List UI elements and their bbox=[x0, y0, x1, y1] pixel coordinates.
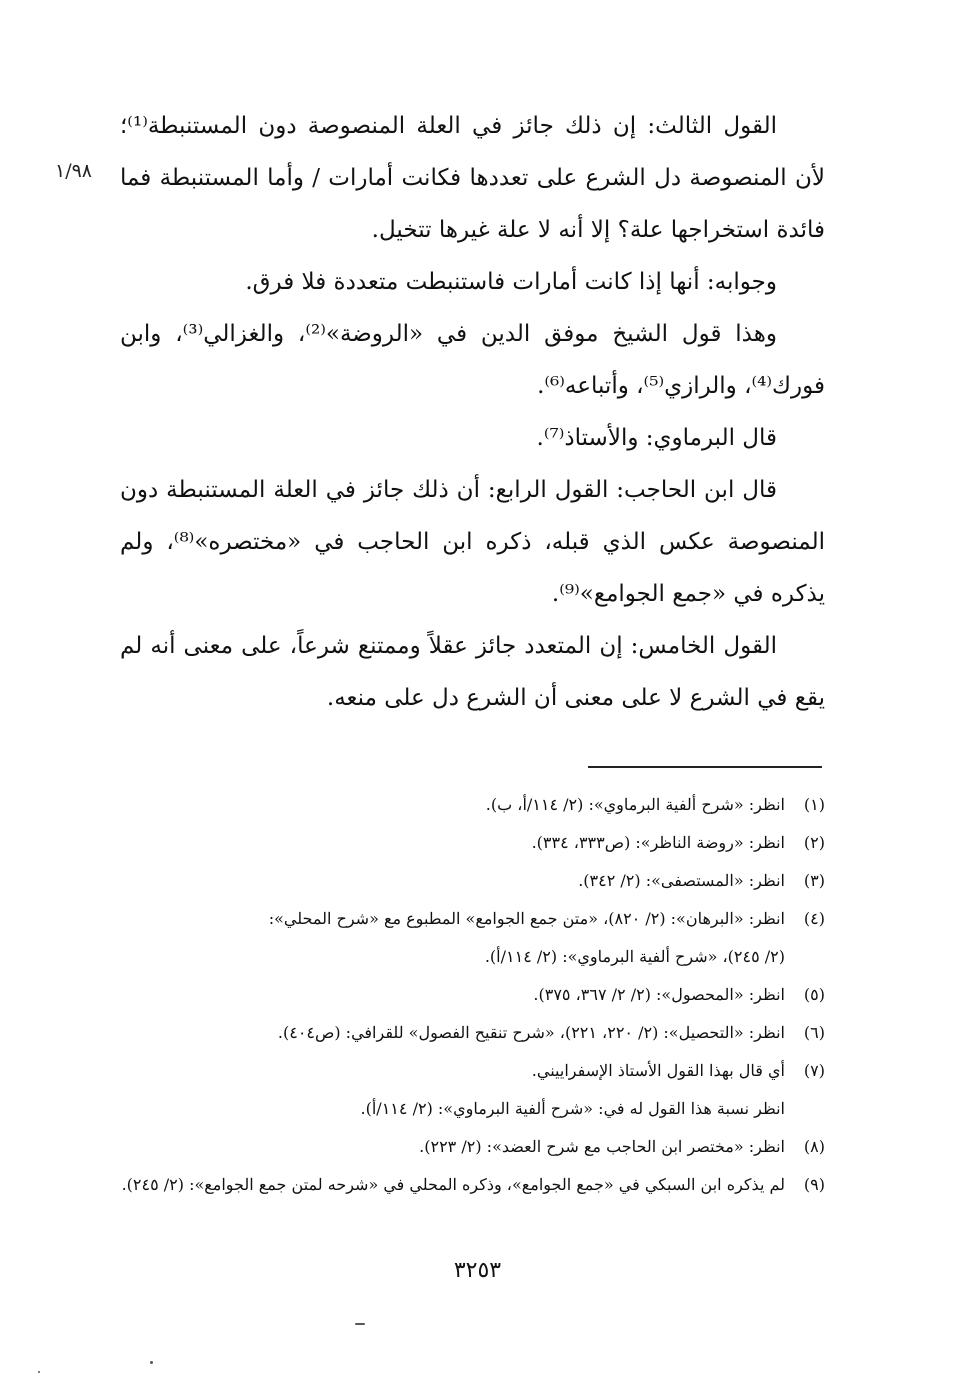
footnote-text: انظر: «روضة الناظر»: (ص٣٣٣، ٣٣٤). bbox=[531, 833, 785, 852]
footnote-text: أي قال بهذا القول الأستاذ الإسفراييني. bbox=[531, 1061, 785, 1080]
paragraph-3: وهذا قول الشيخ موفق الدين في «الروضة»⁽²⁾، والغزالي⁽³⁾، وابن فورك⁽⁴⁾، والرازي⁽⁵⁾، وأتباعه⁽⁶⁾. bbox=[120, 321, 825, 399]
footnote-1 bbox=[120, 786, 825, 824]
paragraph-5: قال ابن الحاجب: القول الرابع: أن ذلك جائز في العلة المستنبطة دون المنصوصة عكس الذي قبله، ذكره ابن الحاجب في «مختصره»⁽⁸⁾، ولم يذكره في «جمع الجوامع»⁽⁹⁾. bbox=[120, 477, 826, 607]
paragraph-6: القول الخامس: إن المتعدد جائز عقلاً وممتنع شرعاً، على معنى أنه لم يقع في الشرع لا على معنى أن الشرع دل على منعه. bbox=[120, 633, 825, 711]
footnote-7 bbox=[120, 1052, 825, 1090]
footnote-text: انظر: «المحصول»: (٢/ ٢/ ٣٦٧، ٣٧٥). bbox=[533, 985, 785, 1004]
footnote-text: انظر: «البرهان»: (٢/ ٨٢٠)، «متن جمع الجوامع» المطبوع مع «شرح المحلي»: bbox=[268, 909, 785, 928]
footnote-4 bbox=[120, 900, 825, 938]
footnote-text: لم يذكره ابن السبكي في «جمع الجوامع»، وذكره المحلي في «شرحه لمتن جمع الجوامع»: (٢/ ٢٤٥). bbox=[121, 1175, 785, 1194]
page-number: ٣٢٥٣ bbox=[453, 1258, 502, 1283]
footnote-number: (٩) bbox=[803, 1175, 825, 1194]
footnote-text: انظر: «التحصيل»: (٢/ ٢٢٠، ٢٢١)، «شرح تنقيح الفصول» للقرافي: (ص٤٠٤). bbox=[277, 1023, 785, 1042]
footnote-text: انظر: «مختصر ابن الحاجب مع شرح العضد»: (٢/ ٢٢٣). bbox=[419, 1137, 785, 1156]
footnote-text: انظر: «المستصفى»: (٢/ ٣٤٢). bbox=[578, 871, 785, 890]
footnote-number: (١) bbox=[803, 795, 825, 814]
footnote-5 bbox=[120, 976, 825, 1014]
footnote-number: (٥) bbox=[803, 985, 825, 1004]
footnote-number: (٨) bbox=[803, 1137, 825, 1156]
margin-folio-note: ١/٩٨ bbox=[55, 160, 93, 182]
paragraph-1: القول الثالث: إن ذلك جائز في العلة المنصوصة دون المستنبطة⁽¹⁾؛ لأن المنصوصة دل الشرع على تعددها فكانت أمارات / وأما المستنبطة فما فائدة استخراجها علة؟ إلا أنه لا علة غيرها تتخيل. bbox=[120, 113, 825, 243]
footnote-separator bbox=[588, 766, 822, 768]
footnote-number: (٢) bbox=[803, 833, 825, 852]
footnote-number: (٣) bbox=[803, 871, 825, 890]
footnote-4-continuation: (٢/ ٢٤٥)، «شرح ألفية البرماوي»: (٢/ ١١٤/أ). bbox=[484, 947, 785, 966]
footnote-9 bbox=[120, 1166, 825, 1204]
footnote-2 bbox=[120, 824, 825, 862]
paragraph-4: قال البرماوي: والأستاذ⁽⁷⁾. bbox=[536, 425, 777, 451]
footnote-number: (٧) bbox=[803, 1061, 825, 1080]
footnote-number: (٤) bbox=[803, 909, 825, 928]
scan-speck bbox=[150, 1361, 153, 1364]
footnote-text: انظر: «شرح ألفية البرماوي»: (٢/ ١١٤/أ، ب). bbox=[485, 795, 785, 814]
footnotes bbox=[120, 786, 825, 1204]
main-text bbox=[120, 100, 825, 724]
footnote-7-continuation: انظر نسبة هذا القول له في: «شرح ألفية البرماوي»: (٢/ ١١٤/أ). bbox=[360, 1099, 785, 1118]
footnote-number: (٦) bbox=[803, 1023, 825, 1042]
scan-speck bbox=[355, 1323, 365, 1325]
footnote-8 bbox=[120, 1128, 825, 1166]
footnote-6 bbox=[120, 1014, 825, 1052]
paragraph-2: وجوابه: أنها إذا كانت أمارات فاستنبطت متعددة فلا فرق. bbox=[245, 269, 777, 295]
scan-speck bbox=[38, 1371, 40, 1373]
footnote-3 bbox=[120, 862, 825, 900]
